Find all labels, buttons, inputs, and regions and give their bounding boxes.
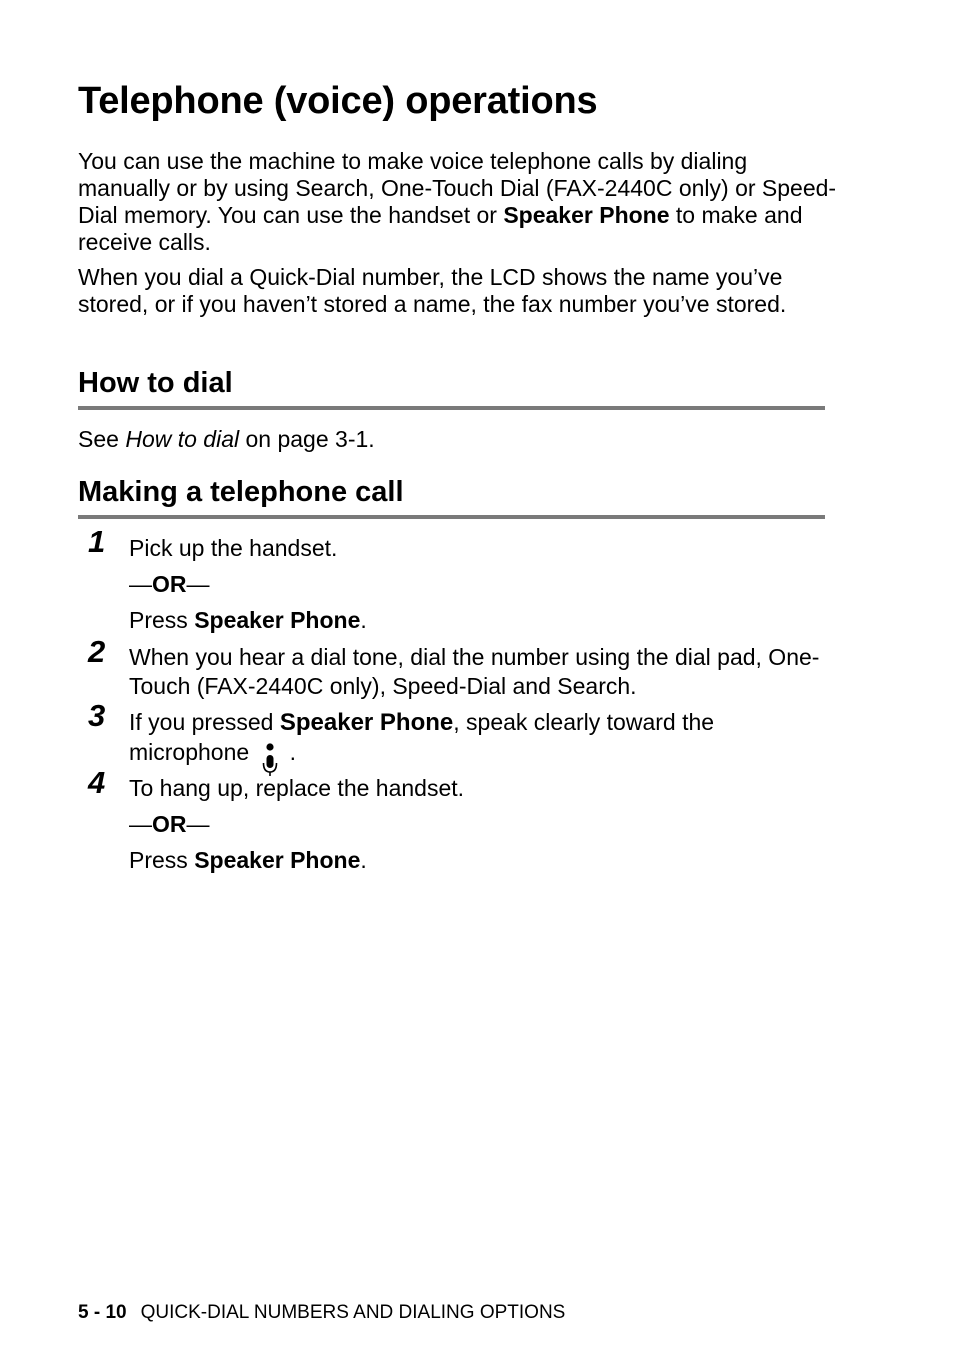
reference-text-b: on page 3-1.	[239, 426, 375, 452]
reference-text-a: See	[78, 426, 126, 452]
step-number-1: 1	[88, 524, 106, 559]
press-text: Press	[129, 607, 195, 633]
section-heading-how-to-dial: How to dial	[78, 366, 825, 410]
step-1-text: Pick up the handset.	[129, 535, 338, 561]
step-2-text: When you hear a dial tone, dial the number using the dial pad, One-Touch (FAX-2440C only), Speed-Dial and Search.	[129, 644, 820, 699]
intro-paragraph-2: When you dial a Quick-Dial number, the LCD shows the name you’ve stored, or if you haven’t stored a name, the fax number you’ve stored.	[78, 264, 787, 317]
or-label: OR	[152, 571, 187, 597]
step-1-or	[129, 570, 829, 599]
intro-paragraph-1	[78, 148, 838, 256]
step-1-press	[129, 606, 829, 635]
step-3-text-end: .	[289, 739, 296, 766]
or-dash-left: —	[129, 811, 152, 837]
step-number-3: 3	[88, 698, 106, 733]
intro-text-a: You can use the machine to make voice telephone calls by dialing manually or by using Search, One-Touch Dial (FAX-2440C only) or Speed-Dial memory. You can use the handset or	[78, 148, 837, 228]
speaker-phone-label: Speaker Phone	[503, 202, 670, 228]
step-3-text-b: , speak clearly toward the microphone	[129, 709, 715, 766]
speaker-phone-key: Speaker Phone	[194, 607, 361, 633]
press-text: Press	[129, 847, 195, 873]
or-dash-left: —	[129, 571, 152, 597]
step-4-text: To hang up, replace the handset.	[129, 775, 465, 801]
chapter-title: QUICK-DIAL NUMBERS AND DIALING OPTIONS	[140, 1302, 566, 1323]
step-number-4: 4	[88, 765, 106, 800]
section-heading-making-call: Making a telephone call	[78, 475, 825, 519]
step-4-or	[129, 810, 829, 839]
speaker-phone-key: Speaker Phone	[279, 709, 454, 736]
press-end: .	[360, 607, 367, 633]
page-number: 5 - 10	[78, 1302, 127, 1323]
page-title: Telephone (voice) operations	[78, 80, 598, 122]
page-footer	[78, 1302, 565, 1324]
step-3-text	[129, 708, 829, 771]
how-to-dial-reference	[78, 426, 838, 453]
step-number-2: 2	[88, 634, 106, 669]
press-end: .	[360, 847, 367, 873]
step-3-text-a: If you pressed	[129, 709, 280, 735]
step-4-press	[129, 846, 829, 875]
microphone-icon	[256, 743, 284, 777]
or-dash-right: —	[186, 811, 210, 837]
how-to-dial-link[interactable]: How to dial	[125, 426, 240, 452]
or-dash-right: —	[186, 571, 210, 597]
speaker-phone-key: Speaker Phone	[194, 847, 361, 873]
intro-text-b: to make and receive calls.	[78, 202, 803, 255]
or-label: OR	[152, 811, 187, 837]
